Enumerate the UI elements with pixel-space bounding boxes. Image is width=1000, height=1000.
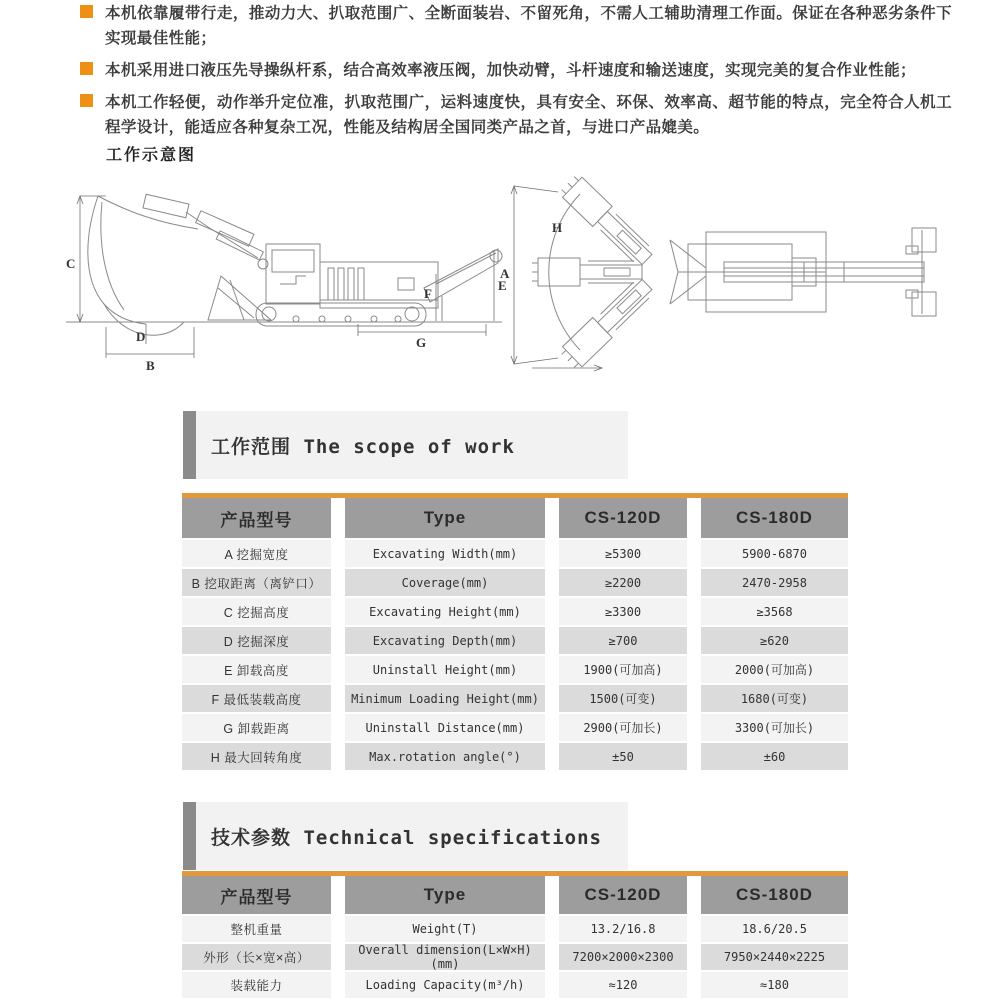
feature-text: 本机依靠履带行走，推动力大、扒取范围广、全断面装岩、不留死角，不需人工辅助清理工作面。保证在各种恶劣条件下实现最佳性能； [105, 5, 952, 47]
scope-section-title: 工作范围 The scope of work [211, 435, 515, 458]
cab [266, 244, 320, 304]
feature-text: 本机采用进口液压先导操纵杆系，结合高效率液压阀，加快动臂，斗杆速度和输送速度，实现完美的复合作业性能； [105, 62, 916, 79]
dim-label-g: G [416, 335, 427, 350]
cs120d-value-cell: ≥2200 [559, 569, 687, 596]
param-name-cell: 外形（长×宽×高） [182, 944, 331, 970]
table-row [182, 743, 848, 770]
table-row [182, 627, 848, 654]
cs180d-value-cell: 2000(可加高) [701, 656, 848, 683]
dim-label-f: F [424, 286, 432, 301]
type-cell: Uninstall Height(mm) [345, 656, 545, 683]
param-name-cell: A 挖掘宽度 [182, 540, 331, 567]
orange-square-bullet-icon [80, 5, 93, 18]
cs180d-value-cell: ≥620 [701, 627, 848, 654]
param-name-cell: G 卸载距离 [182, 714, 331, 741]
cs120d-value-cell: 2900(可加长) [559, 714, 687, 741]
swing-arc [549, 194, 580, 350]
cs120d-value-cell: ≈120 [559, 972, 687, 998]
scope-table [182, 493, 848, 770]
tech-section-heading [183, 802, 628, 870]
type-cell: Uninstall Distance(mm) [345, 714, 545, 741]
table-row [182, 656, 848, 683]
cs180d-value-cell: 7950×2440×2225 [701, 944, 848, 970]
cs120d-value-cell: ≥700 [559, 627, 687, 654]
param-name-cell: 装载能力 [182, 972, 331, 998]
side-view-diagram [58, 172, 510, 384]
machine-side-view [66, 194, 502, 335]
type-cell: Minimum Loading Height(mm) [345, 685, 545, 712]
cs180d-value-cell: 1680(可变) [701, 685, 848, 712]
orange-square-bullet-icon [80, 62, 93, 75]
feature-bullet [80, 1, 952, 51]
cs180d-value-cell: 5900-6870 [701, 540, 848, 567]
table-row [182, 598, 848, 625]
scope-section-heading [183, 411, 628, 479]
arm-position-up [558, 274, 657, 371]
cs120d-value-cell: ≥5300 [559, 540, 687, 567]
feature-bullet [80, 58, 952, 83]
cs180d-value-cell: 2470-2958 [701, 569, 848, 596]
cs180d-value-cell: ±60 [701, 743, 848, 770]
header-cs120d: CS-120D [559, 498, 687, 538]
dim-label-h: H [552, 220, 563, 235]
type-cell: Overall dimension(L×W×H)(mm) [345, 944, 545, 970]
section-heading-bar [183, 411, 196, 479]
section-heading-bg [196, 802, 628, 870]
chassis-outline [688, 232, 826, 312]
top-view-diagram [492, 172, 964, 384]
engine-body [320, 262, 438, 308]
header-product-model: 产品型号 [182, 498, 331, 538]
param-name-cell: 整机重量 [182, 916, 331, 942]
type-cell: Excavating Height(mm) [345, 598, 545, 625]
type-cell: Coverage(mm) [345, 569, 545, 596]
dim-label-c: C [66, 256, 76, 271]
param-name-cell: F 最低装载高度 [182, 685, 331, 712]
param-name-cell: B 挖取距离（离铲口） [182, 569, 331, 596]
type-cell: Weight(T) [345, 916, 545, 942]
cs180d-value-cell: 18.6/20.5 [701, 916, 848, 942]
dim-label-a: A [500, 266, 510, 281]
cs180d-value-cell: 3300(可加长) [701, 714, 848, 741]
section-heading-bar [183, 802, 196, 870]
cs180d-value-cell: ≥3568 [701, 598, 848, 625]
type-cell: Excavating Width(mm) [345, 540, 545, 567]
param-name-cell: C 挖掘高度 [182, 598, 331, 625]
table-row [182, 685, 848, 712]
param-name-cell: E 卸载高度 [182, 656, 331, 683]
type-cell: Max.rotation angle(°) [345, 743, 545, 770]
cs180d-value-cell: ≈180 [701, 972, 848, 998]
param-name-cell: H 最大回转角度 [182, 743, 331, 770]
tech-table [182, 871, 848, 998]
cs120d-value-cell: ≥3300 [559, 598, 687, 625]
header-cs120d: CS-120D [559, 876, 687, 914]
orange-square-bullet-icon [80, 94, 93, 107]
rear-wheels [906, 228, 936, 316]
feature-bullet-list [80, 1, 952, 147]
table-row [182, 540, 848, 567]
cs120d-value-cell: 13.2/16.8 [559, 916, 687, 942]
tech-section-title: 技术参数 Technical specifications [211, 826, 602, 849]
type-cell: Excavating Depth(mm) [345, 627, 545, 654]
table-row [182, 916, 848, 942]
header-product-model: 产品型号 [182, 876, 331, 914]
table-row [182, 714, 848, 741]
feature-text: 本机工作轻便，动作举升定位准，扒取范围广，运料速度快，具有安全、环保、效率高、超节能的特点，完全符合人机工程学设计，能适应各种复杂工况，性能及结构居全国同类产品之首，与进口产品媲美。 [105, 94, 952, 136]
param-name-cell: D 挖掘深度 [182, 627, 331, 654]
crawler-tracks [256, 303, 426, 326]
table-row [182, 569, 848, 596]
header-cs180d: CS-180D [701, 876, 848, 914]
feature-bullet [80, 90, 952, 140]
working-diagrams [0, 172, 1000, 387]
dim-label-d: D [136, 329, 146, 344]
header-type: Type [345, 498, 545, 538]
header-type: Type [345, 876, 545, 914]
dim-label-b: B [146, 358, 155, 373]
table-row [182, 944, 848, 970]
dim-label-e: E [498, 278, 507, 293]
cs120d-value-cell: 7200×2000×2300 [559, 944, 687, 970]
cs120d-value-cell: 1900(可加高) [559, 656, 687, 683]
table-header-row [182, 876, 848, 914]
machine-top-view [532, 173, 936, 371]
diagram-section-title: 工作示意图 [106, 147, 197, 164]
table-row [182, 972, 848, 998]
table-header-row [182, 498, 848, 538]
arm-position-down [558, 173, 657, 270]
cs120d-value-cell: ±50 [559, 743, 687, 770]
digging-arm [143, 194, 268, 269]
cs120d-value-cell: 1500(可变) [559, 685, 687, 712]
section-heading-bg [196, 411, 628, 479]
header-cs180d: CS-180D [701, 498, 848, 538]
type-cell: Loading Capacity(m³/h) [345, 972, 545, 998]
